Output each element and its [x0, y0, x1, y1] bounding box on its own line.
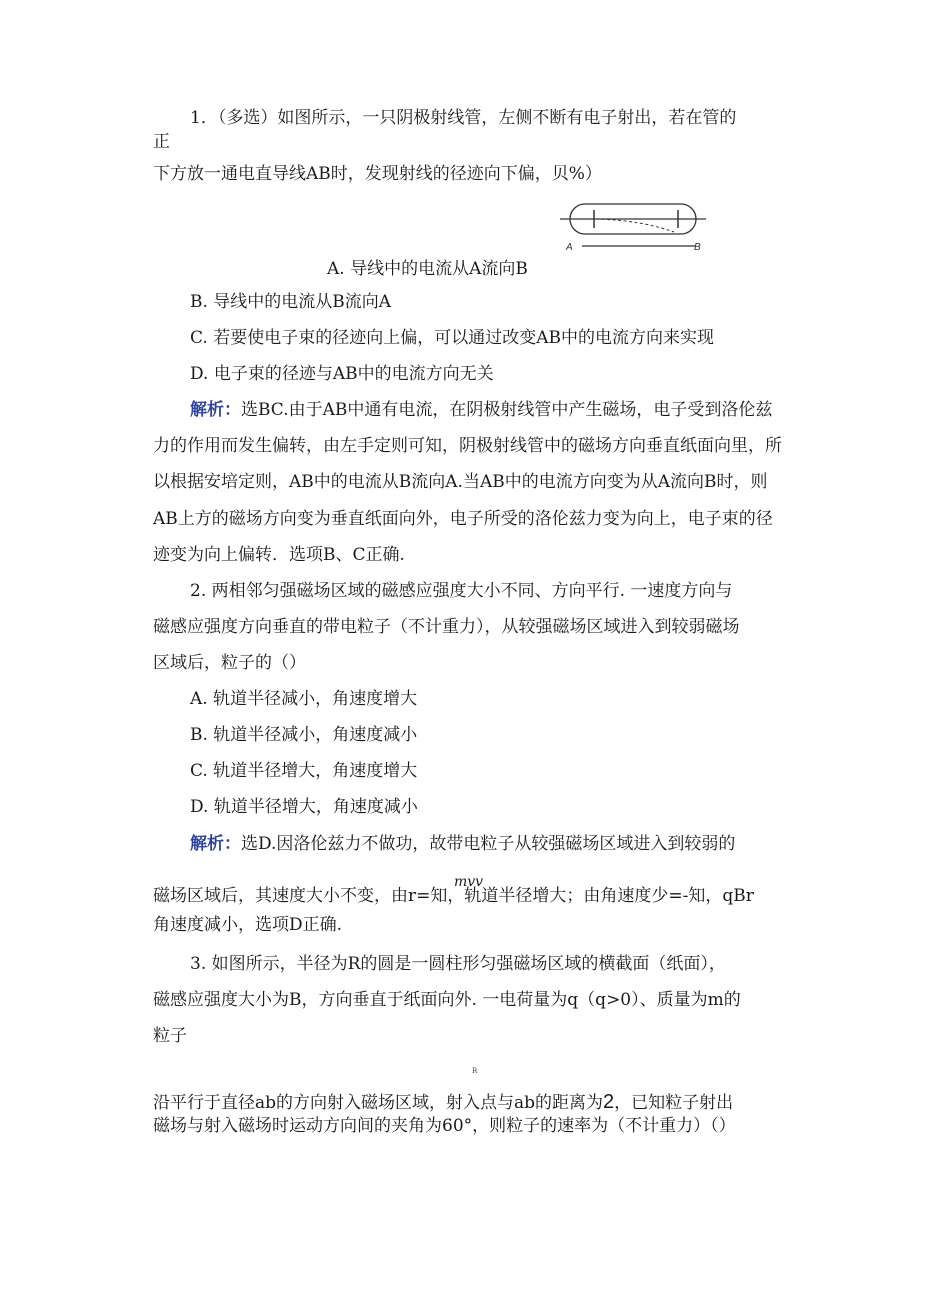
q2-analysis-text1: 选D.因洛伦兹力不做功，故带电粒子从较强磁场区域进入到较弱的 [241, 834, 736, 854]
q3-stem-line4 [153, 1091, 733, 1114]
q1-option-b: B. 导线中的电流从B流向A [190, 292, 392, 312]
q1-analysis-line4: AB上方的磁场方向变为垂直纸面向外，电子所受的洛伦兹力变为向上，电子束的径 [153, 509, 773, 529]
q2-analysis-label: 解析： [190, 834, 241, 854]
q1-option-d: D. 电子束的径迹与AB中的电流方向无关 [190, 364, 494, 384]
q3-stem-line4-num: 2 [603, 1091, 615, 1113]
q1-analysis-line2: 力的作用而发生偏转，由左手定则可知，阴极射线管中的磁场方向垂直纸面向里，所 [153, 436, 782, 456]
q2-analysis-line1 [190, 833, 735, 855]
q1-stem-line1b: 正 [153, 132, 170, 152]
q3-stem-line4-text: 沿平行于直径ab的方向射入磁场区域，射入点与ab的距离为 [153, 1093, 604, 1113]
q2-stem-line1: 2. 两相邻匀强磁场区域的磁感应强度大小不同、方向平行. 一速度方向与 [190, 581, 733, 601]
q3-small-r-label: R [472, 1067, 478, 1075]
q1-analysis-line1 [190, 399, 772, 421]
q2-stem-line3: 区域后，粒子的（） [153, 653, 306, 673]
q3-stem-line5: 磁场与射入磁场时运动方向间的夹角为60°，则粒子的速率为（不计重力）（） [153, 1116, 736, 1136]
q2-formula-mvv: mvv [454, 874, 484, 890]
q3-stem-line3: 粒子 [153, 1026, 187, 1046]
wire-label-b: B [694, 242, 701, 253]
q1-option-a: A. 导线中的电流从A流向B [327, 259, 528, 279]
q2-stem-line2: 磁感应强度方向垂直的带电粒子（不计重力），从较强磁场区域进入到较弱磁场 [153, 617, 740, 637]
q1-stem-line2: 下方放一通电直导线AB时，发现射线的径迹向下偏，贝%） [153, 164, 602, 184]
q2-option-a: A. 轨道半径减小，角速度增大 [190, 689, 418, 709]
q3-stem-line4-end: ，已知粒子射出 [614, 1093, 734, 1113]
q2-option-b: B. 轨道半径减小，角速度减小 [190, 725, 418, 745]
q1-option-c: C. 若要使电子束的径迹向上偏，可以通过改变AB中的电流方向来实现 [190, 328, 714, 348]
q3-stem-line1: 3. 如图所示，半径为R的圆是一圆柱形匀强磁场区域的横截面（纸面）， [190, 954, 726, 974]
q2-option-c: C. 轨道半径增大，角速度增大 [190, 761, 418, 781]
q1-analysis-label: 解析： [190, 400, 241, 420]
cathode-ray-tube-figure [558, 200, 708, 256]
q2-analysis-line3: 角速度减小，选项D正确. [153, 915, 343, 935]
q1-stem-line1: 1．（多选）如图所示，一只阴极射线管，左侧不断有电子射出，若在管的 [190, 108, 737, 128]
q1-analysis-line5: 迹变为向上偏转．选项B、C正确. [153, 545, 405, 565]
electron-beam-path [596, 219, 674, 232]
q1-analysis-text1: 选BC.由于AB中通有电流，在阴极射线管中产生磁场，电子受到洛伦兹 [241, 400, 773, 420]
q1-analysis-line3: 以根据安培定则，AB中的电流从B流向A.当AB中的电流方向变为从A流向B时，则 [153, 472, 768, 492]
q2-analysis-line2: 磁场区域后，其速度大小不变，由r=知，轨道半径增大；由角速度少=-知，qBr [153, 886, 754, 906]
q2-option-d: D. 轨道半径增大，角速度减小 [190, 797, 418, 817]
wire-label-a: A [566, 242, 573, 253]
q3-stem-line2: 磁感应强度大小为B，方向垂直于纸面向外. 一电荷量为q（q>0）、质量为m的 [153, 990, 741, 1010]
